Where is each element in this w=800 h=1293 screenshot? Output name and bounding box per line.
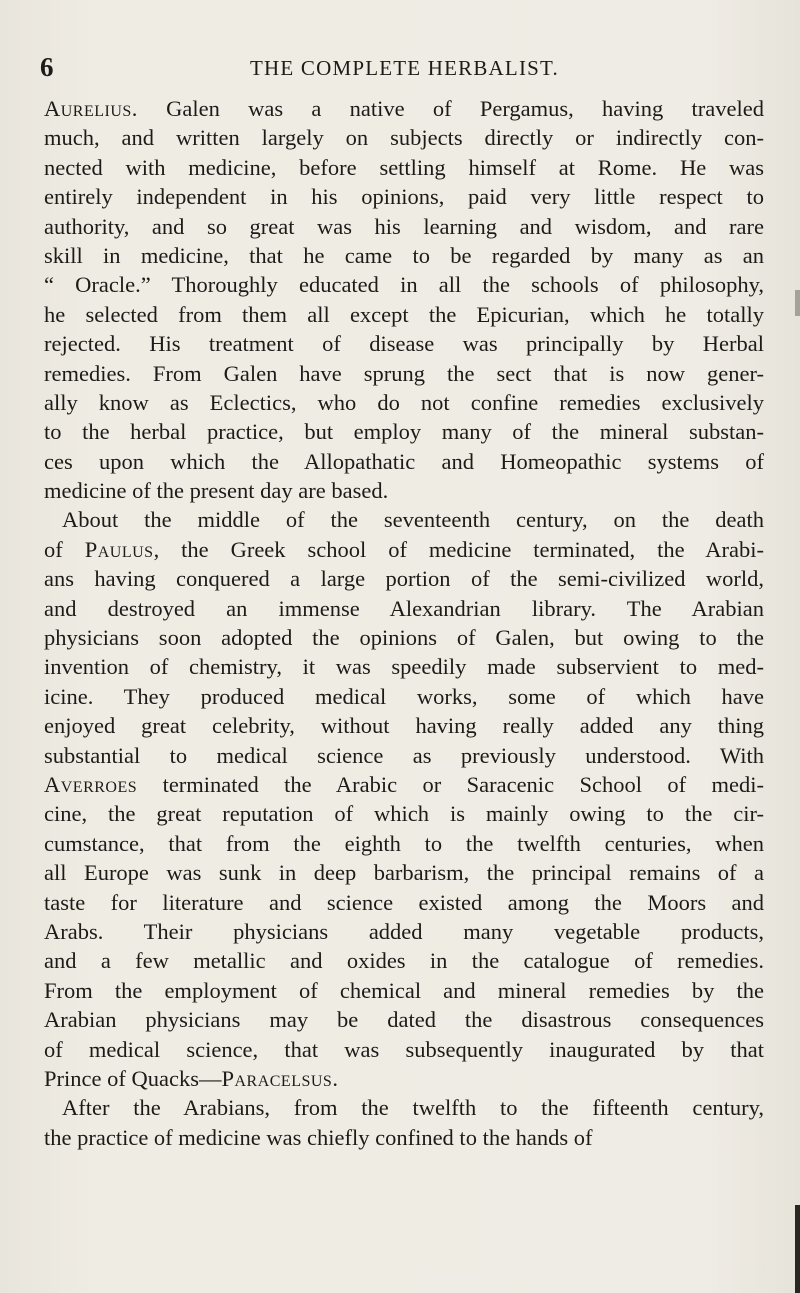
text-line — [44, 417, 764, 446]
small-caps-name: Paracelsus — [221, 1065, 333, 1091]
text-line — [44, 1093, 764, 1122]
line-text: and a few metallic and oxides in the catalogue of remedies. — [44, 948, 764, 974]
text-line — [44, 359, 764, 388]
line-text: and destroyed an immense Alexandrian library. The Arabian — [44, 595, 764, 621]
text-line — [44, 182, 764, 211]
text-line — [44, 946, 764, 975]
text-line — [44, 917, 764, 946]
line-text: enjoyed great celebrity, without having really added any thing — [44, 713, 764, 739]
line-text: he selected from them all except the Epicurian, which he totally — [44, 301, 764, 327]
line-text: Arabs. Their physicians added many vegetable products, — [44, 918, 764, 944]
text-line — [44, 212, 764, 241]
small-caps-name: Averroes — [44, 771, 138, 797]
line-text: terminated the Arabic or Saracenic School of medi- — [137, 771, 764, 797]
line-lead-text: Prince of Quacks— — [44, 1065, 222, 1091]
text-line — [44, 476, 764, 505]
line-text: much, and written largely on subjects directly or indirectly con- — [44, 125, 764, 151]
line-text: medicine of the present day are based. — [44, 478, 389, 504]
text-line — [44, 153, 764, 182]
line-text: icine. They produced medical works, some of which have — [44, 683, 764, 709]
line-text: remedies. From Galen have sprung the sect that is now gener- — [44, 360, 764, 386]
line-text: authority, and so great was his learning and wisdom, and rare — [44, 213, 764, 239]
line-text: “ Oracle.” Thoroughly educated in all the schools of philosophy, — [44, 272, 764, 298]
body-text — [44, 94, 764, 1152]
line-text: , the Greek school of medicine terminated, the Arabi- — [153, 536, 765, 562]
text-line — [44, 652, 764, 681]
text-line — [44, 241, 764, 270]
line-text: to the herbal practice, but employ many of the mineral substan- — [44, 419, 764, 445]
small-caps-name: Paulus — [84, 536, 154, 562]
line-text: cine, the great reputation of which is mainly owing to the cir- — [44, 801, 764, 827]
page-edge-shadow — [795, 290, 800, 316]
text-line — [44, 1123, 764, 1152]
line-text: invention of chemistry, it was speedily made subservient to med- — [44, 654, 764, 680]
line-text: skill in medicine, that he came to be regarded by many as an — [44, 242, 764, 268]
text-line — [44, 770, 764, 799]
text-line — [44, 94, 764, 123]
line-text: rejected. His treatment of disease was principally by Herbal — [44, 331, 764, 357]
line-text: . — [332, 1065, 338, 1091]
line-text: ces upon which the Allopathatic and Homeopathic systems of — [44, 448, 764, 474]
line-text: all Europe was sunk in deep barbarism, the principal remains of a — [44, 860, 764, 886]
small-caps-name: Aurelius. — [44, 96, 138, 121]
line-text: substantial to medical science as previously understood. With — [44, 742, 764, 768]
text-line — [44, 711, 764, 740]
line-text: ans having conquered a large portion of the semi-civilized world, — [44, 566, 764, 592]
line-text: the practice of medicine was chiefly confined to the hands of — [44, 1124, 593, 1150]
text-line — [44, 329, 764, 358]
text-line — [44, 976, 764, 1005]
line-text: of medical science, that was subsequently inaugurated by that — [44, 1036, 764, 1062]
text-line — [44, 1005, 764, 1034]
line-text: cumstance, that from the eighth to the twelfth centuries, when — [44, 830, 764, 856]
line-text: taste for literature and science existed among the Moors and — [44, 889, 764, 915]
line-text: From the employment of chemical and mineral remedies by the — [44, 977, 764, 1003]
line-text: Arabian physicians may be dated the disastrous consequences — [44, 1007, 764, 1033]
text-line — [44, 858, 764, 887]
text-line — [44, 535, 764, 564]
text-line — [44, 447, 764, 476]
page-number: 6 — [40, 52, 54, 82]
text-line — [44, 623, 764, 652]
line-text: nected with medicine, before settling himself at Rome. He was — [44, 154, 764, 180]
line-text: entirely independent in his opinions, paid very little respect to — [44, 184, 764, 210]
line-text: physicians soon adopted the opinions of Galen, but owing to the — [44, 625, 764, 651]
line-text: After the Arabians, from the twelfth to the fifteenth century, — [62, 1095, 764, 1121]
text-line — [44, 564, 764, 593]
text-line — [44, 270, 764, 299]
text-line — [44, 300, 764, 329]
text-line — [44, 1035, 764, 1064]
text-line — [44, 799, 764, 828]
line-text: About the middle of the seventeenth century, on the death — [62, 507, 764, 533]
text-line — [44, 594, 764, 623]
text-line — [44, 682, 764, 711]
line-text: ally know as Eclectics, who do not confine remedies exclusively — [44, 389, 764, 415]
page-header — [40, 52, 760, 82]
text-line — [44, 829, 764, 858]
line-text: Galen was a native of Pergamus, having traveled — [137, 96, 764, 121]
running-title: THE COMPLETE HERBALIST. — [250, 56, 559, 80]
text-line — [44, 1064, 764, 1093]
page-edge-binding — [795, 1205, 800, 1293]
text-line — [44, 388, 764, 417]
line-lead-text: of — [44, 536, 85, 562]
text-line — [44, 505, 764, 534]
text-line — [44, 888, 764, 917]
text-line — [44, 741, 764, 770]
text-line — [44, 123, 764, 152]
